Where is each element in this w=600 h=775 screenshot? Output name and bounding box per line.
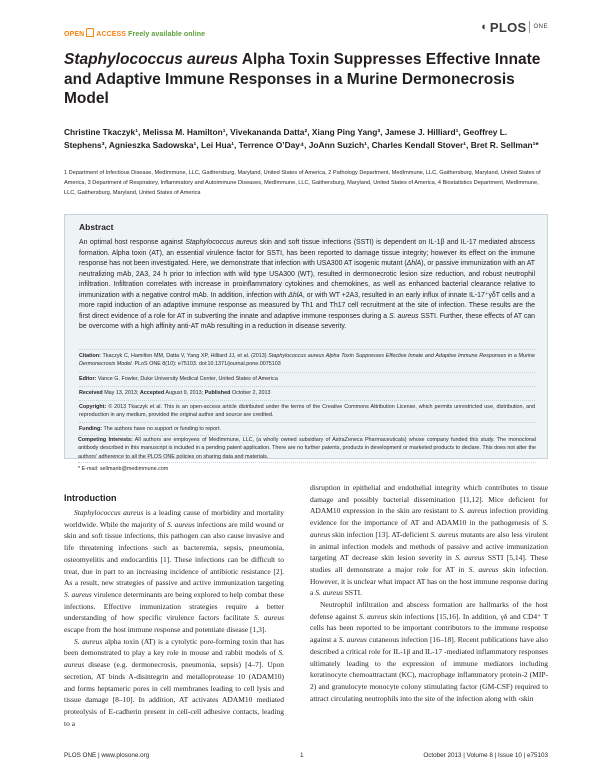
plos-logo-icon: ◐ [481, 21, 488, 33]
abstract-seg: SSTI. Further, these effects of AT can be overcome with a high affinity anti-AT mAb resulting in a reduction in disease severity. [79, 312, 536, 330]
text-italic: S. aureus [310, 518, 548, 539]
left-column [64, 507, 284, 729]
right-paragraph-2 [310, 599, 548, 704]
title-rest: Alpha Toxin Suppresses Effective Innate and Adaptive Immune Responses in a Murine Dermonecrosis Model [64, 51, 541, 107]
title-italic: Staphylococcus aureus [64, 51, 239, 68]
right-paragraph-1 [310, 482, 548, 599]
logo-one: ONE [533, 24, 548, 30]
author-list: Christine Tkaczyk¹, Melissa M. Hamilton¹, Vivekananda Datta², Xiang Ping Yang³, Jamese J. Hilliard¹, Geoffrey L. Stephens³, Agnieszka Sadowska¹, Lei Hua¹, Terrence O’Day⁴, JoAnn Suzich¹, Charles Kendall Stover¹, Bret R. Sellman¹* [64, 127, 539, 150]
text-italic: S. aureus [64, 589, 92, 599]
intro-paragraph-2 [64, 636, 284, 730]
page-header [64, 12, 548, 42]
abstract-text [79, 238, 535, 333]
text: SSTI. [344, 588, 363, 598]
meta-divider [79, 422, 535, 423]
intro-paragraph-1 [64, 507, 284, 636]
open-access-banner [64, 28, 205, 38]
right-column [310, 482, 548, 704]
text: disruption in epithelial and endothelial integrity which contributes to tissue damage and possibly bacterial dissemination [11,12]. Mice deficient for ADAM10 expression in the skin are resistant to [310, 483, 548, 516]
published-label: Published [204, 390, 231, 396]
meta-divider [79, 386, 535, 387]
dates-line [79, 389, 535, 397]
text: is a leading cause of morbidity and mortality worldwide. While the majority of [64, 508, 285, 529]
accepted-date: August 9, 2013; [165, 390, 204, 396]
abstract-seg-italic: Staphylococcus aureus [185, 239, 258, 246]
abstract-seg-italic: ΔhlA [406, 260, 422, 267]
open-label: OPEN [64, 31, 85, 38]
text: infections are mild wound or skin and soft tissue infections, this pathogen can also cause invasive and life threatening infections such as bacteremia, sepsis, pneumonia, osteomyelitis and endocarditis [1]. These infections can be difficult to treat, due in part to an increasing incidence of antibiotic resistance [2]. As a result, new strategies of passive and active immunization targeting [64, 519, 285, 588]
funding-line [79, 425, 535, 433]
text: skin infection [13]. AT-deficient [332, 529, 429, 539]
text-italic: S. aureus [74, 636, 103, 646]
meta-divider [79, 349, 535, 350]
text: alpha toxin (AT) is a cytolytic pore-forming toxin that has been demonstrated to play a key role in mouse and rabbit models of [64, 636, 285, 658]
text: mutants are also less virulent in animal infection models and methods of passive and active immunization targeting AT decrease skin lesion severity in [310, 529, 549, 563]
issue-info: October 2013 | Volume 8 | Issue 10 | e75103 [423, 752, 548, 759]
text: SSTI [5,14]. These studies all demonstrate a major role for AT in [310, 553, 549, 574]
citation-label: Citation: [79, 353, 101, 359]
abstract-seg: An optimal host response against [79, 239, 183, 246]
meta-divider [79, 400, 535, 401]
introduction-heading: Introduction [64, 493, 117, 503]
abstract-box [64, 214, 548, 459]
text: virulence determinants are being explored to help combat these infections. Effective immunization strategies require a better understanding of how specific virulence factors facilitate [64, 589, 285, 623]
meta-divider [79, 372, 535, 373]
abstract-seg-italic: ΔhlA [288, 291, 303, 299]
text: skin infection. However, it is unclear what impact AT has on the host immune response during a [310, 564, 549, 598]
abstract-heading: Abstract [79, 222, 114, 232]
freely-available-label: Freely available online [128, 31, 206, 38]
text: skin infections [15,16]. In addition, γδ and CD4⁺ T cells has been reported to be important contributors to the immune response against a [310, 611, 549, 645]
citation-title: Staphylococcus aureus Alpha Toxin Suppresses Effective Innate and Adaptive Immune Responses in a Murine Dermonecrosis Model. [79, 353, 535, 368]
plos-one-logo [481, 16, 548, 38]
competing-text: All authors are employees of MedImmune, LLC, (a wholly owned subsidiary of AstraZeneca Pharmaceuticals) whose company funded this study. The monoclonal antibody described in this manuscript is included in a pending patent application. There are no further patents, products in development or marketed products to declare. This does not alter the authors’ adherence to all the PLOS ONE policies on sharing data and materials. [78, 437, 536, 460]
affiliations: 1 Department of Infectious Disease, MedImmune, LLC, Gaithersburg, Maryland, United States of America, 2 Pathology Department, MedImmune, LLC, Gaithersburg, Maryland, United States of America, 3 Department of Respiratory, Inflammatory and Autoimmune Diseases, MedImmune, LLC, Gaithersburg, Maryland, United States of America, 4 Biostatistics Department, MedImmune, LLC, Gaithersburg, Maryland, United States of America [64, 170, 541, 196]
text-italic: S. aureus [430, 529, 459, 539]
copyright-block [79, 403, 535, 420]
abstract-seg: , or with WT +2A3, resulted in an early influx of innate IL-17⁺γδT cells and a more rapid induction of an adaptive immune response as measured by Th1 and Th17 cell recruitment at the site of infection. These results are the first direct evidence of a role for AT in subverting the innate and adaptive immune responses during a [79, 291, 535, 320]
text: Neutrophil infiltration and abscess formation are hallmarks of the host defense against [310, 600, 548, 621]
copyright-label: Copyright: [79, 404, 107, 410]
citation-block [79, 352, 535, 369]
text-italic: S. aureus [338, 635, 367, 645]
text: disease (e.g. dermonecrosis, pneumonia, sepsis) [4–7]. Upon secretion, AT binds A-disintegrin and metalloprotease 10 (ADAM10) and forms heptameric pores in cell membranes leading to cell lysis and tissue damage [8–10]. In addition, AT activates ADAM10 mediated proteolysis of E-cadherin present in cell-cell adhesive contacts, leading to a [64, 660, 285, 728]
access-label: ACCESS [96, 31, 127, 38]
abstract-seg: skin and soft tissue infections (SSTI) is dependent on IL-1β and IL-17 mediated abscess formation. Alpha toxin (AT), an essential virulence factor for SSTI, has been reported to damage tissue integrity; however its effect on the immune response has not been investigated. Here, we demonstrate that infection with USA300 AT isogenic mutant ( [79, 239, 535, 267]
text: cutaneous infection [16–18]. Recent publications have also described a critical role for IL-1β and IL-17 -mediated inflammatory responses ultimately leading to the expression of immune mediators including keratinocyte chemoattractant (KC), macrophage inflammatory protein-2 (MIP-2) and granulocyte monocyte colony stimulating factor (GM-CSF) required to attract circulating neutrophils into the site of the infection along with ‹skin [310, 635, 549, 703]
editor-text: Vance G. Fowler, Duke University Medical Center, United States of America [97, 376, 278, 382]
editor-label: Editor: [79, 376, 97, 382]
text-italic: S. aureus [253, 613, 285, 623]
funding-label: Funding: [79, 426, 103, 432]
text-italic: S. aureus [459, 506, 488, 516]
abstract-seg: ), or passive immunization with an AT neutralizing mAb, 2A3, 24 h prior to infection with wild type USA300 (WT), resulted in dermonecrotic lesion size reduction, and robust neutrophil infiltration. Infiltration correlates with increase in proinflammatory cytokines and chemokines, as well as enhanced bacterial clearance relative to immunization with a negative control mAb. In addition, infection with [79, 260, 535, 299]
competing-label: Competing Interests: [78, 437, 133, 443]
published-date: October 2, 2013 [231, 390, 271, 396]
text-italic: S. aureus [468, 564, 499, 574]
copyright-text: © 2013 Tkaczyk et al. This is an open-access article distributed under the terms of the Creative Commons Attribution License, which permits unrestricted use, distribution, and reproduction in any medium, provided the original author and source are credited. [79, 404, 536, 419]
text-italic: S. aureus [167, 519, 195, 529]
citation-doi: PLoS ONE 8(10): e75103. doi:10.1371/journal.pone.0075103 [134, 361, 281, 368]
text-italic: S. aureus [359, 611, 388, 621]
text: escape from the host immune response and potentiate disease [1,3]. [64, 625, 267, 635]
received-label: Received [79, 390, 103, 396]
funding-text: The authors have no support or funding to report. [103, 426, 221, 432]
received-date: May 13, 2013; [104, 390, 139, 396]
competing-interests [78, 436, 536, 461]
text-italic: Staphylococcus aureus [74, 508, 144, 517]
journal-url: PLOS ONE | www.plosone.org [64, 752, 150, 759]
logo-text: PLOS [489, 19, 527, 35]
text: infection providing evidence for the importance of AT and ADAM10 in the pathogenesis of [310, 506, 549, 528]
email-line: * E-mail: sellmanb@medimmune.com [78, 466, 169, 472]
text-italic: S. aureus [455, 553, 485, 563]
abstract-seg-italic: S. aureus [389, 312, 419, 320]
logo-divider [529, 21, 530, 33]
page-number: 1 [300, 752, 304, 759]
text-italic: S. aureus [64, 648, 285, 670]
article-title [64, 50, 548, 109]
meta-divider [78, 462, 536, 463]
editor-line [79, 375, 535, 383]
open-access-lock-icon [86, 28, 94, 37]
citation-text: Tkaczyk C, Hamilton MM, Datta V, Yang XP, Hilliard JJ, et al. (2013) [102, 353, 267, 359]
text-italic: S. aureus [315, 588, 343, 598]
accepted-label: Accepted [139, 390, 165, 396]
